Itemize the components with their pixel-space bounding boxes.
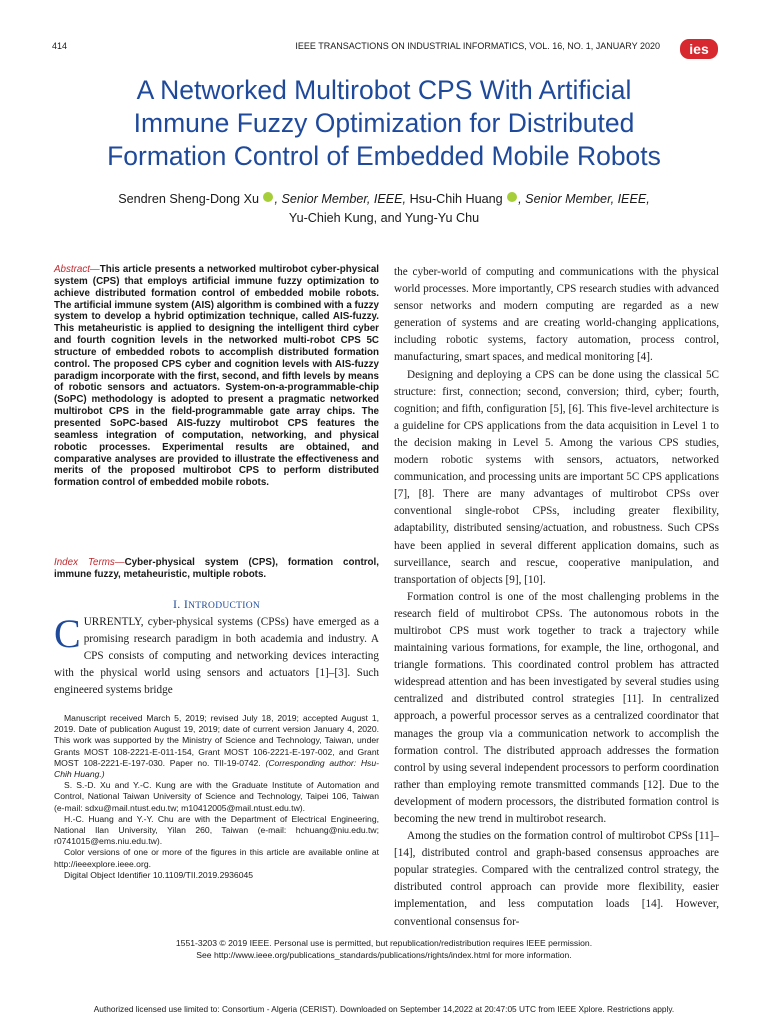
page-number: 414 [52, 41, 68, 51]
section-title: NTRODUCTION [188, 601, 261, 611]
intro-text: cyber-physical systems (CPSs) have emerged as a promising research paradigm in both academia and industry. A CPS consists of computing and networking devices interacting with the physical world using sensors and actuators [1]–[3]. Such engineered systems bridge [54, 616, 379, 697]
paper-title [30, 74, 738, 173]
copyright-line-2: See http://www.ieee.org/publications_standards/publications/rights/index.html for more information. [196, 949, 572, 960]
paragraph: Designing and deploying a CPS can be done using the classical 5C structure: first, connection; second, conversion; third, cyber; fourth, cognition; and fifth, configuration [5], [6]. This five-level architecture is a guideline for CPS applications from the data acquisition in Level 1 to the decision making in Level 5. Among the various CPS studies, modern robotic systems with sensors, actuators, networked communication, and processing units are important 5C CPS applications [7], [8]. There are many advantages of multirobot CPSs over conventional single-robot CPSs, including greater flexibility, adaptability, distributed sensing/actuation, and robustness. Such CPSs have been applied in several different application domains, such as surveillance, search and rescue, cooperative manipulation, and transportation of objects [9], [10]. [394, 368, 719, 586]
copyright-notice [40, 938, 728, 961]
author-xu: Sendren Sheng-Dong Xu [118, 192, 259, 206]
title-line-2: Immune Fuzzy Optimization for Distributed [133, 108, 635, 138]
copyright-line-1: 1551-3203 © 2019 IEEE. Personal use is permitted, but republication/redistribution requires IEEE permission. [175, 938, 593, 948]
abstract-text: This article presents a networked multirobot cyber-physical system (CPS) that employs artificial immune fuzzy optimization to achieve distributed formation control of embedded mobile robots. The artificial immune system (AIS) algorithm is combined with a fuzzy system to develop a hybrid optimization technique, called AIS-fuzzy. This metaheuristic is applied to designing the intelligent third cyber and fourth cognition levels in the networked multi-robot CPS 5C structure of embedded robots to accomplish distributed formation control. The proposed CPS cyber and cognition levels with AIS-fuzzy paradigm incorporate with the first, second, and fifth levels by means of robotic sensors and actuators. System-on-a-programmable-chip (SoPC) methodology is adopted to present a pragmatic networked multirobot CPS in the field-programmable gate array chips. The presented SoPC-based AIS-fuzzy multirobot CPS features the seamless integration of computation, networking, and physical robotic processes. Experimental results are obtained, and comparative analyses are provided to illustrate the effectiveness and merits of the proposed multirobot CPS to perform distributed formation control of embedded mobile robots. [54, 264, 379, 489]
paragraph: Formation control is one of the most challenging problems in the research field of multirobot CPSs. The autonomous robots in the multirobot CPS must work together to track a trajectory while maintaining various formations, for example, the line, orthogonal, and triangle formations. This coordinated control problem has attracted widespread attention and has been investigated by several studies using centralized and distributed control strategies [11]. In centralized approach, a powerful processor serves as a centralized coordinator that manages the group via a communication network to accomplish the formation control. The distributed approach addresses the formation control by using several independent processors to perform coordination rather than employing remote transmitted commands [12]. Due to the development of modern processors, the distributed formation control is becoming the new trend in multirobot research. [394, 590, 719, 825]
ies-logo [680, 38, 718, 60]
index-terms-text: Cyber-physical system (CPS), formation control, immune fuzzy, metaheuristic, multiple robots. [54, 557, 379, 580]
intro-first-word: URRENTLY, [83, 616, 144, 628]
author-huang-role: , Senior Member, IEEE, [518, 192, 650, 206]
drop-cap: C [54, 611, 81, 656]
section-heading-introduction [54, 597, 379, 612]
footnote-affiliation-1: S. S.-D. Xu and Y.-C. Kung are with the Graduate Institute of Automation and Control, National Taiwan University of Science and Technology, Taipei 106, Taiwan (e-mail: sdxu@mail.ntust.edu.tw; m10412005@mail.ntust.edu.tw). [54, 780, 379, 813]
title-line-1: A Networked Multirobot CPS With Artificial [136, 75, 632, 105]
author-list [30, 190, 738, 228]
footnote [54, 713, 379, 881]
author-xu-role: , Senior Member, IEEE, [274, 192, 407, 206]
paragraph: the cyber-world of computing and communications with the physical world processes. More importantly, CPS research studies with advanced sensor networks and modern computing are regarded as a new generation of systems and are creating world-changing applications, including robotic systems, factory automation, process control, manufacturing, smart spaces, and medical monitoring [4]. [394, 266, 719, 364]
download-notice: Authorized licensed use limited to: Consortium - Algeria (CERIST). Downloaded on September 14,2022 at 20:47:05 UTC from IEEE Xplore. Restrictions apply. [93, 1004, 675, 1014]
author-line-2: Yu-Chieh Kung, and Yung-Yu Chu [288, 211, 480, 225]
footnote-manuscript-text: Manuscript received March 5, 2019; revised July 18, 2019; accepted August 1, 2019. Date of publication August 19, 2019; date of current version January 4, 2020. This work was supported by the Ministry of Science and Technology, Taiwan, under Grants MOST 108-2221-E-011-154, Grant MOST 106-2221-E-197-002, and Grant MOST 108-2221-E-197-030. Paper no. TII-19-0742. [54, 713, 379, 768]
abstract [54, 264, 379, 489]
author-line-1 [30, 190, 738, 209]
intro-paragraph [54, 611, 379, 699]
orcid-icon[interactable] [263, 192, 273, 202]
journal-info: IEEE TRANSACTIONS ON INDUSTRIAL INFORMATICS, VOL. 16, NO. 1, JANUARY 2020 [295, 41, 660, 51]
title-line-3: Formation Control of Embedded Mobile Robots [107, 141, 661, 171]
section-numeral: I. I [172, 597, 189, 611]
corresponding-author: (Corresponding author: Hsu-Chih Huang.) [54, 757, 379, 780]
footnote-affiliation-2: H.-C. Huang and Y.-Y. Chu are with the Department of Electrical Engineering, National Ilan University, Yilan 260, Taiwan (e-mail: hchuang@niu.edu.tw; r0741015@ems.niu.edu.tw). [54, 813, 379, 847]
footnote-doi: Digital Object Identifier 10.1109/TII.2019.2936045 [64, 869, 254, 880]
author-huang: Hsu-Chih Huang [409, 192, 503, 206]
abstract-label: Abstract— [54, 264, 100, 275]
orcid-icon[interactable] [507, 192, 517, 202]
footnote-manuscript [54, 713, 379, 780]
ies-logo-text: ies [689, 41, 709, 57]
right-column [394, 264, 719, 931]
index-terms [54, 557, 379, 581]
footnote-color-versions: Color versions of one or more of the figures in this article are available online at http://ieeexplore.ieee.org. [54, 847, 379, 869]
paragraph: Among the studies on the formation control of multirobot CPSs [11]–[14], distributed control and graph-based consensus approaches are popular strategies. Compared with the centralized control strategy, the distributed control approach can provide more flexibility, easier implementation, and less computation loads [14]. However, conventional consensus for- [394, 830, 719, 928]
index-terms-label: Index Terms— [54, 557, 125, 568]
